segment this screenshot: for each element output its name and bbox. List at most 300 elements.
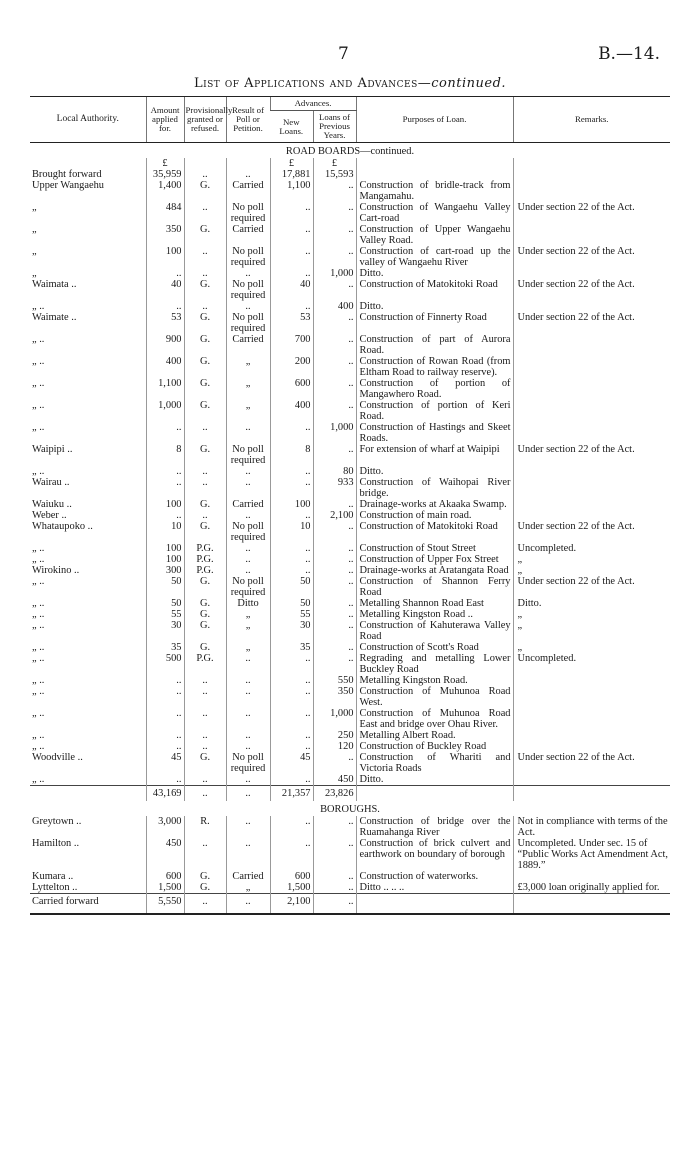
purpose: Metalling Kingston Road .. xyxy=(356,609,513,620)
previous-loans: .. xyxy=(313,576,356,598)
col-advances: Advances. xyxy=(270,97,356,111)
new-loans: 50 xyxy=(270,598,313,609)
purpose: For extension of wharf at Waipipi xyxy=(356,444,513,466)
new-loans: 53 xyxy=(270,312,313,334)
new-loans: 45 xyxy=(270,752,313,774)
new-loans: 1,100 xyxy=(270,180,313,202)
carried-forward-row xyxy=(30,894,670,915)
amount-applied: 40 xyxy=(146,279,184,301)
road-boards-total xyxy=(30,786,670,802)
new-loans: 10 xyxy=(270,521,313,543)
local-authority: „ .. xyxy=(32,609,45,620)
previous-loans: .. xyxy=(313,816,356,838)
local-authority: „ xyxy=(32,224,37,235)
new-loans: 30 xyxy=(270,620,313,642)
purpose: Ditto. xyxy=(356,268,513,279)
empty-cell xyxy=(30,158,146,169)
remarks: Uncompleted. xyxy=(513,653,670,675)
poll-result: .. xyxy=(226,653,270,675)
table-row xyxy=(30,871,670,882)
amount-applied: 30 xyxy=(146,620,184,642)
previous-loans: .. xyxy=(313,499,356,510)
previous-loans: .. xyxy=(313,378,356,400)
purpose: Construction of Kahuterawa Valley Road xyxy=(356,620,513,642)
col-previous-loans: Loans of Previous Years. xyxy=(313,111,356,143)
amount-applied: .. xyxy=(146,301,184,312)
new-loans: 1,500 xyxy=(270,882,313,894)
purpose: Construction of portion of Keri Road. xyxy=(356,400,513,422)
section-boroughs-label: BOROUGHS. xyxy=(320,804,380,815)
new-loans: 40 xyxy=(270,279,313,301)
amount-applied: 100 xyxy=(146,246,184,268)
poll-result: No poll required xyxy=(226,202,270,224)
previous-loans: 80 xyxy=(313,466,356,477)
local-authority: Brought forward xyxy=(32,169,102,180)
provisional-status: .. xyxy=(184,838,226,871)
table-row xyxy=(30,752,670,774)
remarks: Under section 22 of the Act. xyxy=(513,444,670,466)
provisional-status: .. xyxy=(184,894,226,915)
provisional-status: G. xyxy=(184,871,226,882)
amount-applied: 5,550 xyxy=(146,894,184,915)
table-row xyxy=(30,882,670,894)
provisional-status: .. xyxy=(184,422,226,444)
poll-result: „ xyxy=(226,378,270,400)
amount-applied: .. xyxy=(146,477,184,499)
provisional-status: G. xyxy=(184,598,226,609)
poll-result: No poll required xyxy=(226,521,270,543)
previous-loans: .. xyxy=(313,224,356,246)
purpose: Construction of Shannon Ferry Road xyxy=(356,576,513,598)
provisional-status: .. xyxy=(184,741,226,752)
new-loans: 55 xyxy=(270,609,313,620)
page-title xyxy=(0,76,700,91)
poll-result: „ xyxy=(226,356,270,378)
remarks xyxy=(513,477,670,499)
previous-loans: 23,826 xyxy=(313,786,356,802)
amount-applied: 50 xyxy=(146,576,184,598)
remarks: „ xyxy=(513,554,670,565)
local-authority: Waimata .. xyxy=(32,279,77,290)
table-row xyxy=(30,838,670,871)
poll-result: Carried xyxy=(226,180,270,202)
provisional-status: G. xyxy=(184,180,226,202)
amount-applied: .. xyxy=(146,741,184,752)
previous-loans: 933 xyxy=(313,477,356,499)
new-loans: .. xyxy=(270,730,313,741)
poll-result: .. xyxy=(226,554,270,565)
local-authority: Upper Wangaehu xyxy=(32,180,104,191)
remarks xyxy=(513,499,670,510)
table-row xyxy=(30,400,670,422)
local-authority: „ .. xyxy=(32,730,45,741)
provisional-status: G. xyxy=(184,356,226,378)
remarks: Under section 22 of the Act. xyxy=(513,521,670,543)
amount-applied: .. xyxy=(146,774,184,786)
purpose: Drainage-works at Aratangata Road xyxy=(356,565,513,576)
provisional-status: G. xyxy=(184,499,226,510)
remarks xyxy=(513,675,670,686)
remarks xyxy=(513,730,670,741)
poll-result: .. xyxy=(226,268,270,279)
new-loans: .. xyxy=(270,653,313,675)
provisional-status: G. xyxy=(184,752,226,774)
new-loans: 35 xyxy=(270,642,313,653)
local-authority: „ .. xyxy=(32,466,45,477)
previous-loans: 1,000 xyxy=(313,422,356,444)
remarks: Under section 22 of the Act. xyxy=(513,246,670,268)
local-authority: „ xyxy=(32,246,37,257)
local-authority: „ .. xyxy=(32,378,45,389)
remarks xyxy=(513,169,670,180)
poll-result: .. xyxy=(226,741,270,752)
remarks: Not in compliance with terms of the Act. xyxy=(513,816,670,838)
purpose: Construction of Scott's Road xyxy=(356,642,513,653)
poll-result: Carried xyxy=(226,224,270,246)
purpose: Ditto .. .. .. xyxy=(356,882,513,894)
poll-result: .. xyxy=(226,422,270,444)
provisional-status: .. xyxy=(184,466,226,477)
remarks: Under section 22 of the Act. xyxy=(513,202,670,224)
table-row xyxy=(30,598,670,609)
previous-loans: 2,100 xyxy=(313,510,356,521)
previous-loans: 1,000 xyxy=(313,708,356,730)
new-loans: .. xyxy=(270,774,313,786)
section-road-boards xyxy=(30,143,670,159)
remarks xyxy=(513,741,670,752)
poll-result: „ xyxy=(226,609,270,620)
purpose: Construction of Muhunoa Road East and bridge over Ohau River. xyxy=(356,708,513,730)
provisional-status: G. xyxy=(184,642,226,653)
empty-cell xyxy=(184,158,226,169)
new-loans: .. xyxy=(270,202,313,224)
amount-applied: 45 xyxy=(146,752,184,774)
purpose: Metalling Kingston Road. xyxy=(356,675,513,686)
purpose: Construction of cart-road up the valley of Wangaehu River xyxy=(356,246,513,268)
table-row xyxy=(30,708,670,730)
poll-result: Carried xyxy=(226,334,270,356)
remarks xyxy=(513,894,670,915)
local-authority: Hamilton .. xyxy=(32,838,80,849)
purpose: Ditto. xyxy=(356,774,513,786)
amount-applied: 1,400 xyxy=(146,180,184,202)
table-row xyxy=(30,741,670,752)
new-loans: .. xyxy=(270,510,313,521)
table-row xyxy=(30,510,670,521)
new-loans: 100 xyxy=(270,499,313,510)
local-authority: „ .. xyxy=(32,554,45,565)
remarks: Under section 22 of the Act. xyxy=(513,576,670,598)
amount-applied: .. xyxy=(146,730,184,741)
local-authority: „ .. xyxy=(32,400,45,411)
amount-applied: 3,000 xyxy=(146,816,184,838)
local-authority: „ .. xyxy=(32,675,45,686)
new-loans: .. xyxy=(270,741,313,752)
table-body xyxy=(30,143,670,915)
poll-result: .. xyxy=(226,686,270,708)
poll-result: No poll required xyxy=(226,576,270,598)
table-row xyxy=(30,422,670,444)
provisional-status: G. xyxy=(184,279,226,301)
previous-loans: .. xyxy=(313,565,356,576)
remarks xyxy=(513,334,670,356)
previous-loans: .. xyxy=(313,752,356,774)
table-row xyxy=(30,202,670,224)
provisional-status: .. xyxy=(184,730,226,741)
provisional-status: G. xyxy=(184,620,226,642)
amount-applied: 100 xyxy=(146,499,184,510)
remarks xyxy=(513,422,670,444)
provisional-status: G. xyxy=(184,576,226,598)
purpose: Ditto. xyxy=(356,466,513,477)
poll-result: No poll required xyxy=(226,752,270,774)
purpose: Construction of brick culvert and earthwork on boundary of borough xyxy=(356,838,513,871)
amount-applied: 55 xyxy=(146,609,184,620)
previous-loans: .. xyxy=(313,838,356,871)
remarks: Under section 22 of the Act. xyxy=(513,752,670,774)
currency-symbol: £ xyxy=(146,158,184,169)
local-authority: „ .. xyxy=(32,356,45,367)
amount-applied: 300 xyxy=(146,565,184,576)
poll-result: .. xyxy=(226,477,270,499)
table-row xyxy=(30,686,670,708)
previous-loans: .. xyxy=(313,882,356,894)
provisional-status: G. xyxy=(184,378,226,400)
remarks xyxy=(513,466,670,477)
purpose: Regrading and metalling Lower Buckley Road xyxy=(356,653,513,675)
table-row xyxy=(30,279,670,301)
purpose: Construction of bridle-track from Mangamahu. xyxy=(356,180,513,202)
previous-loans: .. xyxy=(313,598,356,609)
provisional-status: .. xyxy=(184,786,226,802)
local-authority: „ .. xyxy=(32,653,45,664)
new-loans: 21,357 xyxy=(270,786,313,802)
local-authority: Carried forward xyxy=(30,894,146,915)
purpose: Construction of portion of Mangawhero Road. xyxy=(356,378,513,400)
previous-loans: .. xyxy=(313,620,356,642)
table-row xyxy=(30,565,670,576)
remarks xyxy=(513,301,670,312)
table-row xyxy=(30,499,670,510)
table-row xyxy=(30,653,670,675)
remarks xyxy=(513,871,670,882)
previous-loans: .. xyxy=(313,653,356,675)
previous-loans: 250 xyxy=(313,730,356,741)
purpose: Construction of Hastings and Skeet Roads. xyxy=(356,422,513,444)
col-result-of-poll: Result of Poll or Petition. xyxy=(226,97,270,143)
new-loans: .. xyxy=(270,224,313,246)
poll-result: .. xyxy=(226,510,270,521)
previous-loans: .. xyxy=(313,554,356,565)
provisional-status: .. xyxy=(184,246,226,268)
purpose: Construction of bridge over the Ruamahanga River xyxy=(356,816,513,838)
amount-applied: .. xyxy=(146,268,184,279)
poll-result: .. xyxy=(226,838,270,871)
provisional-status: .. xyxy=(184,675,226,686)
remarks: Uncompleted. xyxy=(513,543,670,554)
local-authority: Wirokino .. xyxy=(32,565,80,576)
remarks: „ xyxy=(513,609,670,620)
previous-loans: .. xyxy=(313,312,356,334)
previous-loans: .. xyxy=(313,642,356,653)
poll-result: .. xyxy=(226,675,270,686)
remarks: „ xyxy=(513,565,670,576)
provisional-status: G. xyxy=(184,400,226,422)
remarks xyxy=(513,510,670,521)
purpose: Construction of Wangaehu Valley Cart-road xyxy=(356,202,513,224)
poll-result: .. xyxy=(226,894,270,915)
previous-loans: .. xyxy=(313,356,356,378)
local-authority: Lyttelton .. xyxy=(32,882,78,893)
purpose: Metalling Albert Road. xyxy=(356,730,513,741)
local-authority: „ .. xyxy=(32,708,45,719)
document-code: B.—14. xyxy=(598,44,660,64)
table-row xyxy=(30,356,670,378)
remarks: Uncompleted. Under sec. 15 of “Public Works Act Amendment Act, 1889.” xyxy=(513,838,670,871)
col-amount-applied: Amount applied for. xyxy=(146,97,184,143)
amount-applied: .. xyxy=(146,686,184,708)
previous-loans: .. xyxy=(313,279,356,301)
local-authority: „ .. xyxy=(32,543,45,554)
amount-applied: 35,959 xyxy=(146,169,184,180)
previous-loans: .. xyxy=(313,894,356,915)
local-authority: „ .. xyxy=(32,686,45,697)
local-authority: Wairau .. xyxy=(32,477,70,488)
remarks xyxy=(513,786,670,802)
purpose: Construction of Whariti and Victoria Roads xyxy=(356,752,513,774)
provisional-status: .. xyxy=(184,686,226,708)
poll-result: .. xyxy=(226,301,270,312)
amount-applied: 900 xyxy=(146,334,184,356)
purpose xyxy=(356,786,513,802)
local-authority: Greytown .. xyxy=(32,816,82,827)
table-row xyxy=(30,620,670,642)
local-authority xyxy=(30,786,146,802)
poll-result: .. xyxy=(226,774,270,786)
table-row xyxy=(30,268,670,279)
local-authority: „ .. xyxy=(32,598,45,609)
provisional-status: P.G. xyxy=(184,653,226,675)
section-boroughs xyxy=(30,801,670,816)
previous-loans: .. xyxy=(313,180,356,202)
new-loans: .. xyxy=(270,543,313,554)
remarks xyxy=(513,708,670,730)
new-loans: .. xyxy=(270,838,313,871)
previous-loans: .. xyxy=(313,400,356,422)
amount-applied: 35 xyxy=(146,642,184,653)
provisional-status: G. xyxy=(184,521,226,543)
local-authority: „ .. xyxy=(32,741,45,752)
new-loans: .. xyxy=(270,422,313,444)
remarks xyxy=(513,400,670,422)
poll-result: No poll required xyxy=(226,279,270,301)
purpose: Construction of Upper Wangaehu Valley Road. xyxy=(356,224,513,246)
poll-result: „ xyxy=(226,642,270,653)
new-loans: 400 xyxy=(270,400,313,422)
provisional-status: G. xyxy=(184,224,226,246)
remarks: Under section 22 of the Act. xyxy=(513,312,670,334)
applications-table xyxy=(30,96,670,915)
amount-applied: .. xyxy=(146,510,184,521)
table-row xyxy=(30,609,670,620)
amount-applied: .. xyxy=(146,466,184,477)
remarks xyxy=(513,224,670,246)
table-row xyxy=(30,224,670,246)
poll-result: .. xyxy=(226,730,270,741)
purpose: Construction of Rowan Road (from Eltham Road to railway reserve). xyxy=(356,356,513,378)
poll-result: Carried xyxy=(226,499,270,510)
new-loans: .. xyxy=(270,301,313,312)
col-local-authority: Local Authority. xyxy=(30,97,146,143)
amount-applied: 450 xyxy=(146,838,184,871)
new-loans: 700 xyxy=(270,334,313,356)
local-authority: „ .. xyxy=(32,334,45,345)
poll-result: .. xyxy=(226,543,270,554)
amount-applied: 500 xyxy=(146,653,184,675)
previous-loans: 15,593 xyxy=(313,169,356,180)
new-loans: 600 xyxy=(270,378,313,400)
amount-applied: 8 xyxy=(146,444,184,466)
section-road-boards-label: ROAD BOARDS—continued. xyxy=(285,146,415,157)
local-authority: „ .. xyxy=(32,642,45,653)
table-row xyxy=(30,444,670,466)
provisional-status: G. xyxy=(184,609,226,620)
purpose: Metalling Shannon Road East xyxy=(356,598,513,609)
table-row xyxy=(30,169,670,180)
provisional-status: .. xyxy=(184,708,226,730)
provisional-status: R. xyxy=(184,816,226,838)
col-remarks: Remarks. xyxy=(513,97,670,143)
local-authority: Waipipi .. xyxy=(32,444,73,455)
poll-result: No poll required xyxy=(226,444,270,466)
amount-applied: 53 xyxy=(146,312,184,334)
purpose: Construction of Matokitoki Road xyxy=(356,521,513,543)
table-row xyxy=(30,477,670,499)
local-authority: Whataupoko .. xyxy=(32,521,93,532)
amount-applied: 350 xyxy=(146,224,184,246)
remarks xyxy=(513,378,670,400)
poll-result: „ xyxy=(226,620,270,642)
new-loans: 2,100 xyxy=(270,894,313,915)
remarks xyxy=(513,180,670,202)
purpose: Construction of Upper Fox Street xyxy=(356,554,513,565)
amount-applied: 600 xyxy=(146,871,184,882)
amount-applied: .. xyxy=(146,708,184,730)
empty-cell xyxy=(356,158,513,169)
table-row xyxy=(30,642,670,653)
provisional-status: .. xyxy=(184,202,226,224)
poll-result: No poll required xyxy=(226,246,270,268)
table-row xyxy=(30,554,670,565)
remarks xyxy=(513,686,670,708)
new-loans: .. xyxy=(270,268,313,279)
poll-result: No poll required xyxy=(226,312,270,334)
new-loans: .. xyxy=(270,816,313,838)
table-row xyxy=(30,816,670,838)
provisional-status: P.G. xyxy=(184,543,226,554)
purpose: Construction of Muhunoa Road West. xyxy=(356,686,513,708)
local-authority: „ .. xyxy=(32,422,45,433)
amount-applied: 484 xyxy=(146,202,184,224)
amount-applied: 100 xyxy=(146,554,184,565)
title-suffix: —continued. xyxy=(417,76,507,91)
provisional-status: G. xyxy=(184,444,226,466)
previous-loans: 350 xyxy=(313,686,356,708)
table-row xyxy=(30,543,670,554)
provisional-status: P.G. xyxy=(184,565,226,576)
provisional-status: .. xyxy=(184,169,226,180)
amount-applied: 50 xyxy=(146,598,184,609)
